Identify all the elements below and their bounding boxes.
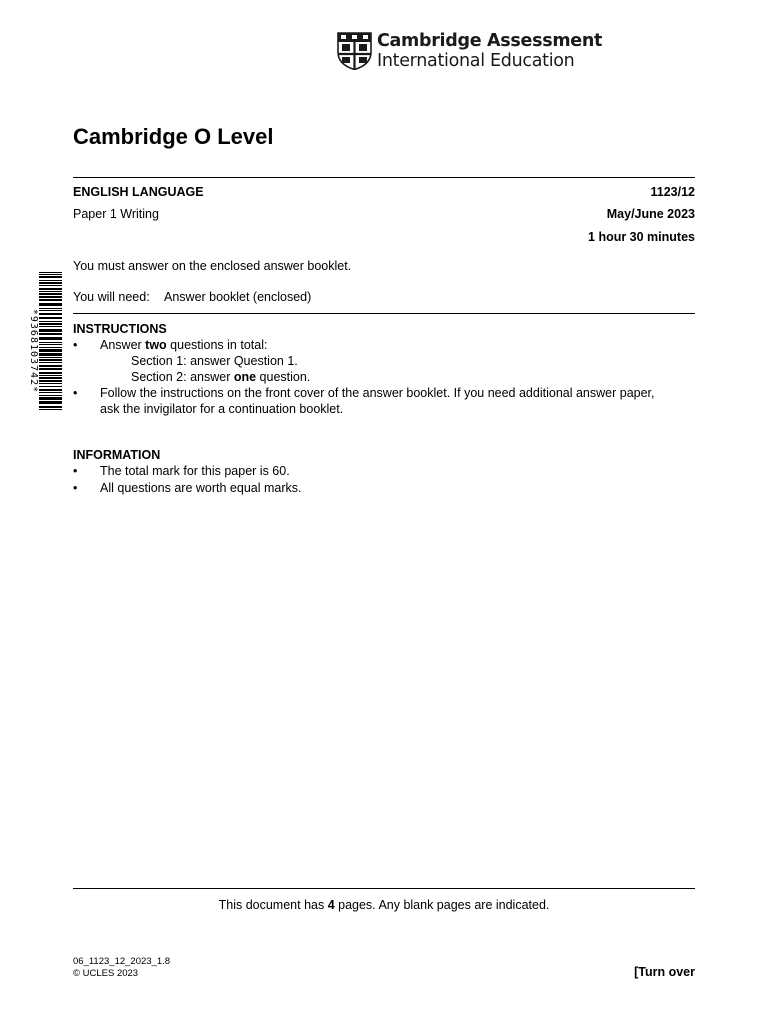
- subject-name: ENGLISH LANGUAGE: [73, 185, 204, 199]
- barcode-bar: [39, 323, 62, 325]
- barcode-bar: [39, 386, 62, 387]
- instruction-text: Answer: [100, 338, 146, 352]
- barcode-bar: [39, 333, 62, 335]
- page-title: Cambridge O Level: [73, 124, 274, 149]
- barcode-bar: [39, 342, 62, 343]
- barcode-bar: [39, 362, 62, 363]
- instruction-emphasis: one: [233, 370, 257, 384]
- barcode-bar: [39, 276, 62, 278]
- instruction-follow-line-2: ask the invigilator for a continuation booklet.: [100, 402, 344, 416]
- instruction-answer-two: [100, 337, 267, 353]
- information-total-mark: The total mark for this paper is 60.: [100, 464, 290, 478]
- bullet-icon: •: [73, 481, 78, 495]
- instruction-section-1: Section 1: answer Question 1.: [131, 354, 298, 368]
- instructions-rule: [73, 313, 695, 314]
- barcode-bar: [39, 285, 62, 286]
- logo-line-1: Cambridge Assessment: [377, 31, 603, 51]
- barcode-bar: [39, 353, 62, 356]
- barcode-bar: [39, 409, 62, 410]
- barcode-bar: [39, 357, 62, 358]
- barcode-bar: [39, 282, 62, 284]
- page-count-number: 4: [327, 898, 335, 912]
- barcode-bar: [39, 274, 62, 275]
- barcode-bar: [39, 359, 62, 361]
- barcode-bar: [39, 375, 62, 376]
- barcode-bar: [39, 326, 62, 327]
- barcode-bar: [39, 313, 62, 315]
- need-item: Answer booklet (enclosed): [164, 290, 312, 304]
- barcode-bar: [39, 293, 62, 295]
- need-label: You will need:: [73, 290, 150, 304]
- barcode-bar: [39, 397, 62, 400]
- exam-session: May/June 2023: [606, 207, 695, 221]
- instruction-text: Section 2: answer: [131, 370, 234, 384]
- paper-code: 1123/12: [650, 185, 695, 199]
- barcode-bar: [39, 296, 62, 298]
- barcode-bar: [39, 308, 62, 309]
- barcode-bar: [39, 372, 62, 374]
- information-heading: INFORMATION: [73, 448, 161, 462]
- barcode-bar: [39, 368, 62, 370]
- bullet-icon: •: [73, 386, 78, 400]
- barcode-bar: [39, 377, 62, 379]
- instruction-section-2: [131, 369, 310, 385]
- instruction-text: question.: [256, 370, 311, 384]
- information-equal-marks: All questions are worth equal marks.: [100, 481, 302, 495]
- document-page-count: [73, 897, 695, 913]
- instruction-follow-line-1: Follow the instructions on the front cover of the answer booklet. If you need additional answer paper,: [100, 386, 655, 400]
- footer-rule: [73, 888, 695, 889]
- page-count-text: This document has: [218, 898, 328, 912]
- barcode-bar: [39, 272, 62, 273]
- page-count-text: pages. Any blank pages are indicated.: [334, 898, 550, 912]
- barcode-bar: [39, 329, 62, 332]
- barcode-bar: [39, 380, 62, 382]
- instruction-text: questions in total:: [166, 338, 268, 352]
- barcode-bar: [39, 383, 62, 384]
- barcode-bar: [39, 392, 62, 393]
- cambridge-shield-icon: [337, 32, 372, 70]
- answer-note: You must answer on the enclosed answer booklet.: [73, 259, 352, 273]
- barcode-bar: [39, 317, 62, 319]
- bullet-icon: •: [73, 338, 78, 352]
- cambridge-logo: [337, 31, 603, 71]
- barcode-bar: [39, 395, 62, 396]
- exam-duration: 1 hour 30 minutes: [588, 230, 695, 244]
- instructions-heading: INSTRUCTIONS: [73, 322, 167, 336]
- barcode-bar: [39, 349, 62, 352]
- barcode-bar: [39, 406, 62, 408]
- document-reference: 06_1123_12_2023_1.8: [73, 956, 171, 967]
- barcode-bar: [39, 280, 62, 281]
- barcode-bar: [39, 401, 62, 404]
- barcode-bar: [39, 347, 62, 348]
- barcode-bar: [39, 389, 62, 391]
- barcode-number: *9368103742*: [28, 308, 39, 394]
- copyright-notice: © UCLES 2023: [73, 968, 139, 979]
- barcode-bar: [39, 310, 62, 311]
- logo-line-2: International Education: [377, 51, 575, 71]
- barcode-bar: [39, 291, 62, 292]
- turn-over-label: [Turn over: [634, 965, 695, 979]
- barcode-bar: [39, 365, 62, 367]
- bullet-icon: •: [73, 464, 78, 478]
- barcode-bar: [39, 303, 62, 306]
- paper-title: Paper 1 Writing: [73, 207, 159, 221]
- barcode-bar: [39, 337, 62, 340]
- header-top-rule: [73, 177, 695, 178]
- barcode-bar: [39, 299, 62, 301]
- barcode-bar: [39, 288, 62, 290]
- instruction-emphasis: two: [145, 338, 167, 352]
- barcode-bar: [39, 344, 62, 345]
- barcode-bar: [39, 321, 62, 322]
